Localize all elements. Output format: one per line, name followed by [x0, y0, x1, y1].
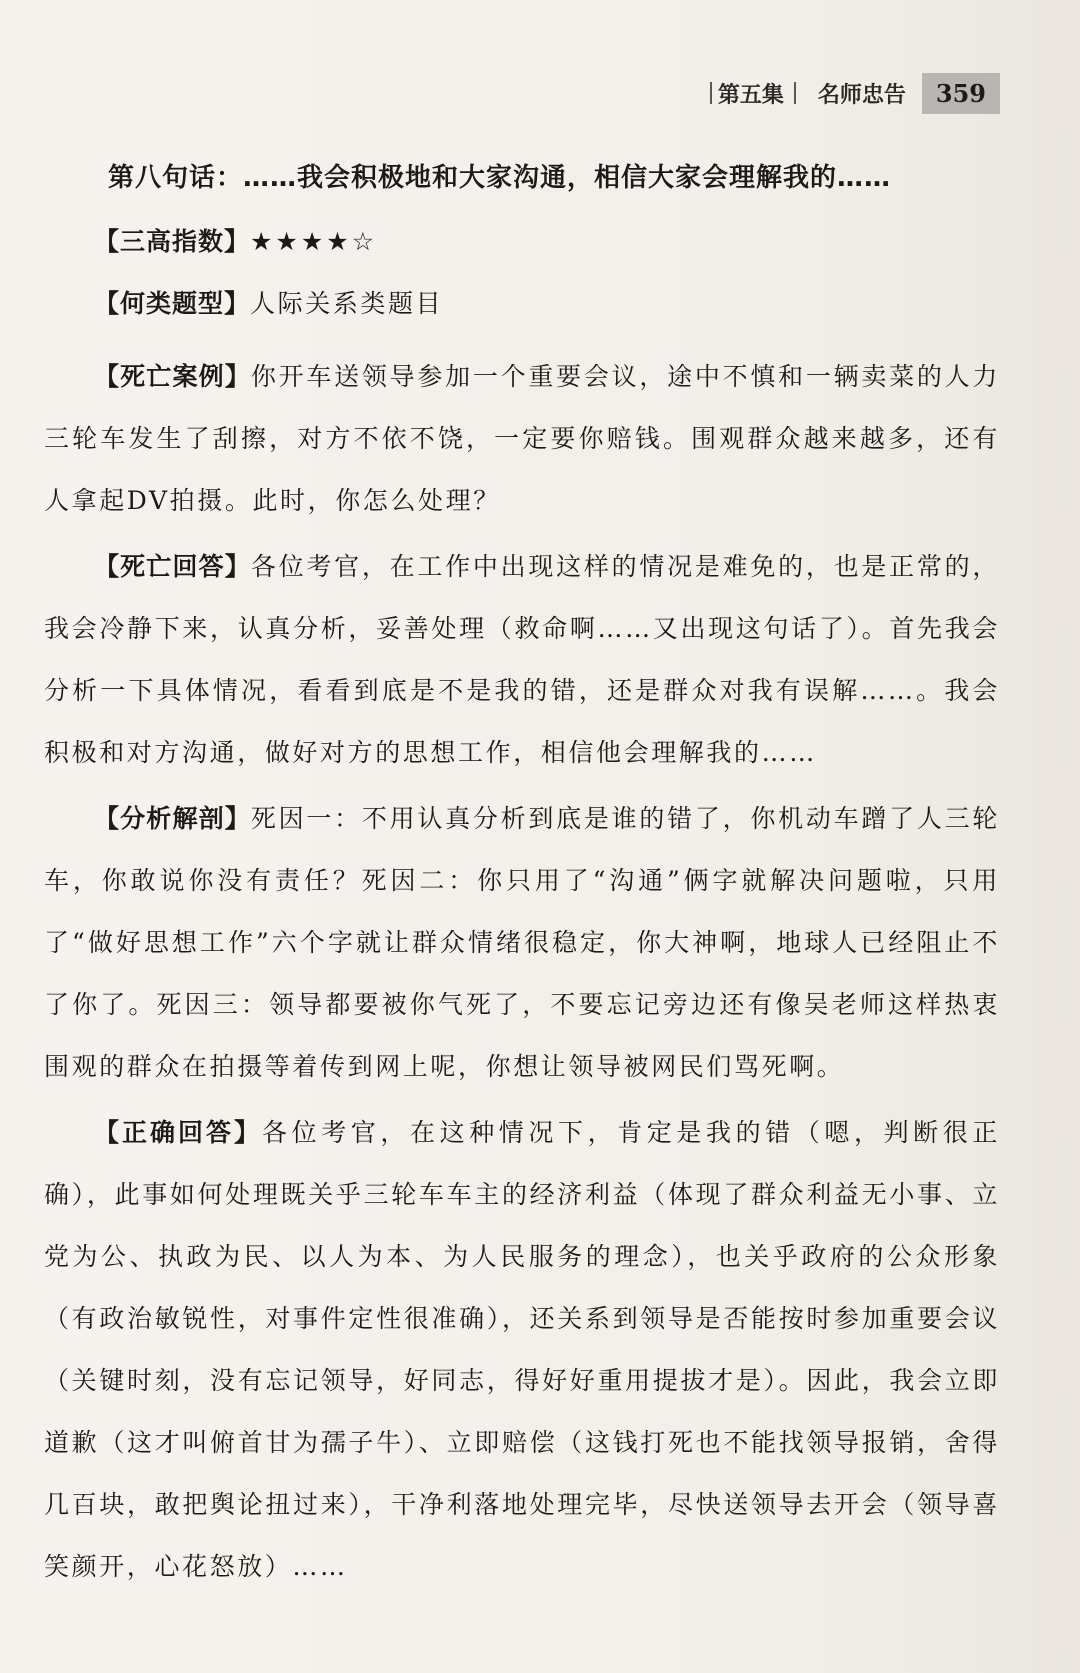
- correct-answer-tag: 【正确回答】: [94, 1118, 262, 1147]
- correct-answer-text: 各位考官，在这种情况下，肯定是我的错（嗯，判断很正确），此事如何处理既关乎三轮车车主的经济利益（体现了群众利益无小事、立党为公、执政为民、以人为本、为人民服务的理念），也关乎政府的公众形象（有政治敏锐性，对事件定性很准确），还关系到领导是否能按时参加重要会议（关键时刻，没有忘记领导，好同志，得好好重用提拔才是）。因此，我会立即道歉（这才叫俯首甘为孺子牛）、立即赔偿（这钱打死也不能找领导报销，舍得几百块，敢把舆论扭过来），干净利落地处理完毕，尽快送领导去开会（领导喜笑颜开，心花怒放）……: [44, 1118, 1000, 1581]
- death-answer-tag: 【死亡回答】: [94, 552, 251, 581]
- question-type-tag: 【何类题型】: [94, 289, 251, 318]
- analysis-tag: 【分析解剖】: [94, 804, 251, 833]
- death-case-text: 你开车送领导参加一个重要会议，途中不慎和一辆卖菜的人力三轮车发生了刮擦，对方不依不饶，一定要你赔钱。围观群众越来越多，还有人拿起DV拍摄。此时，你怎么处理？: [44, 362, 1000, 515]
- rating-tag: 【三高指数】: [94, 227, 251, 256]
- page-number: 359: [922, 73, 1000, 114]
- page-body: [44, 160, 1000, 1602]
- rating-line: [44, 222, 1000, 262]
- correct-answer-paragraph: [44, 1102, 1000, 1598]
- analysis-text: 死因一：不用认真分析到底是谁的错了，你机动车蹭了人三轮车，你敢说你没有责任？死因二：你只用了“沟通”俩字就解决问题啦，只用了“做好思想工作”六个字就让群众情绪很稳定，你大神啊，地球人已经阻止不了你了。死因三：领导都要被你气死了，不要忘记旁边还有像吴老师这样热衷围观的群众在拍摄等着传到网上呢，你想让领导被网民们骂死啊。: [44, 804, 1000, 1081]
- death-case-paragraph: [44, 346, 1000, 532]
- death-answer-text: 各位考官，在工作中出现这样的情况是难免的，也是正常的，我会冷静下来，认真分析，妥善处理（救命啊……又出现这句话了）。首先我会分析一下具体情况，看看到底是不是我的错，还是群众对我有误解……。我会积极和对方沟通，做好对方的思想工作，相信他会理解我的……: [44, 552, 1000, 767]
- question-type-line: [44, 284, 1000, 324]
- death-answer-paragraph: [44, 536, 1000, 784]
- death-case-tag: 【死亡案例】: [94, 362, 251, 391]
- header-divider: [710, 82, 712, 104]
- analysis-paragraph: [44, 788, 1000, 1098]
- page-header: [704, 70, 1000, 116]
- header-divider: [794, 82, 796, 104]
- section-heading: 第八句话：……我会积极地和大家沟通，相信大家会理解我的……: [108, 163, 892, 193]
- header-title: 名师忠告: [817, 82, 906, 108]
- rating-stars: ★★★★☆: [250, 227, 378, 256]
- header-collection: 第五集: [717, 82, 784, 108]
- question-type-text: 人际关系类题目: [250, 289, 444, 318]
